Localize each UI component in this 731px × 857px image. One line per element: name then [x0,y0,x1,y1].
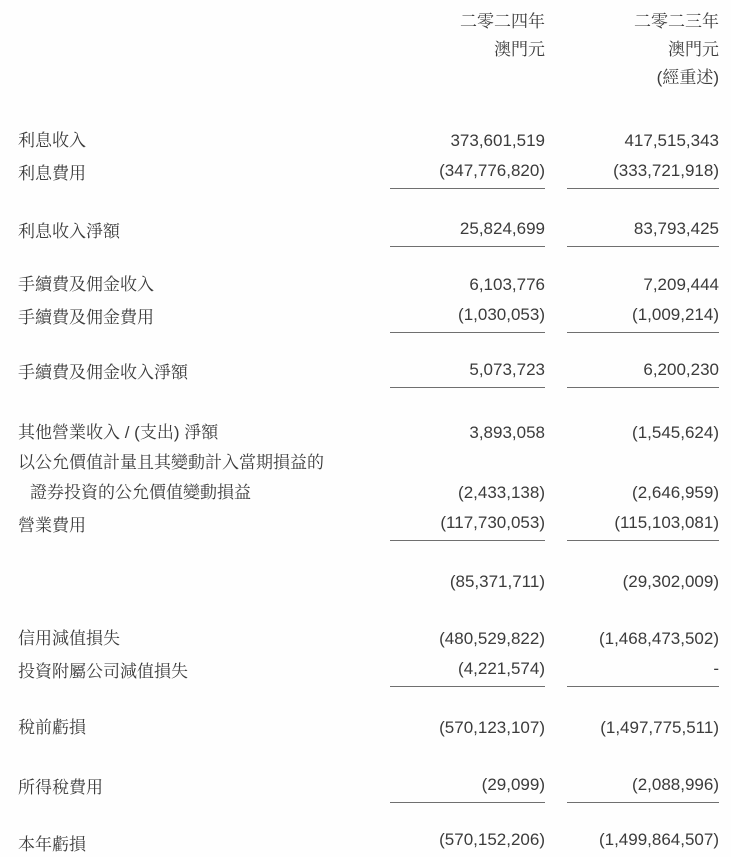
header-currency-2023: 澳門元 [668,40,719,59]
row-fvtpl-securities-fair-value-change [18,478,719,508]
value-2023: (1,545,624) [632,423,719,442]
header-restated-note: (經重述) [656,68,719,87]
value-2023: (1,009,214) [567,300,719,333]
header-restated-row [18,64,719,92]
row-net-fee-commission-income [18,355,719,388]
value-2024: (4,221,574) [390,654,545,687]
row-label: 手續費及佣金收入 [18,275,154,294]
value-2023: 7,209,444 [643,275,719,294]
row-fee-commission-income [18,270,719,300]
row-subsidiary-investment-impairment [18,654,719,687]
value-2023: (1,499,864,507) [567,825,719,857]
row-label: 所得稅費用 [18,778,103,797]
header-spacer [18,36,390,64]
value-2023: 6,200,230 [567,355,719,388]
value-2024: (480,529,822) [439,629,545,648]
row-label: 信用減值損失 [18,629,120,648]
header-currency-2024: 澳門元 [494,40,545,59]
value-2024: 5,073,723 [390,355,545,388]
row-income-tax-expense [18,770,719,803]
value-2023: - [567,654,719,687]
header-year-2023: 二零二三年 [634,12,719,31]
value-2024: (1,030,053) [390,300,545,333]
row-net-interest-income [18,214,719,247]
value-2023: 417,515,343 [624,131,719,150]
header-restated-spacer [390,64,545,92]
value-2023: (2,088,996) [567,770,719,803]
value-2024: (85,371,711) [449,572,545,591]
value-2024: (347,776,820) [390,156,545,189]
row-label: 手續費及佣金費用 [18,308,154,327]
row-loss-before-tax [18,713,719,743]
value-2023: (1,497,775,511) [600,718,719,737]
row-credit-impairment-losses [18,624,719,654]
row-label: 利息收入 [18,131,86,150]
row-label: 證券投資的公允價值變動損益 [30,483,251,502]
value-2023: (29,302,009) [622,572,719,591]
row-interest-income [18,126,719,156]
value-2023: 83,793,425 [567,214,719,247]
row-fvtpl-label-line1 [18,448,719,478]
value-2024: 373,601,519 [450,131,545,150]
row-operating-result-subtotal [18,567,719,597]
row-operating-expenses [18,508,719,541]
value-2024: (570,152,206) [390,825,545,857]
row-fee-commission-expense [18,300,719,333]
value-2024: 6,103,776 [469,275,545,294]
row-label: 其他營業收入 / (支出) 淨額 [18,423,219,442]
value-2023: (333,721,918) [567,156,719,189]
row-other-operating-income-net [18,418,719,448]
header-year-2024: 二零二四年 [460,12,545,31]
row-interest-expense [18,156,719,189]
header-year-row [18,8,719,36]
row-label: 投資附屬公司減值損失 [18,662,188,681]
value-2024: (117,730,053) [390,508,545,541]
value-2023: (1,468,473,502) [598,629,719,648]
row-label: 營業費用 [18,516,86,535]
value-2024: (570,123,107) [439,718,545,737]
header-spacer [18,64,390,92]
row-label: 本年虧損 [18,835,86,854]
value-2024: (29,099) [390,770,545,803]
header-currency-row [18,36,719,64]
row-label: 手續費及佣金收入淨額 [18,363,188,382]
value-2023: (2,646,959) [632,483,719,502]
value-2023: (115,103,081) [567,508,719,541]
row-loss-for-the-year [18,825,719,857]
row-label: 利息收入淨額 [18,222,120,241]
row-label: 以公允價值計量且其變動計入當期損益的 [18,453,324,472]
header-spacer [18,8,390,36]
row-label: 稅前虧損 [18,718,86,737]
row-label: 利息費用 [18,164,86,183]
value-2024: (2,433,138) [458,483,545,502]
value-2024: 3,893,058 [469,423,545,442]
value-2024: 25,824,699 [390,214,545,247]
